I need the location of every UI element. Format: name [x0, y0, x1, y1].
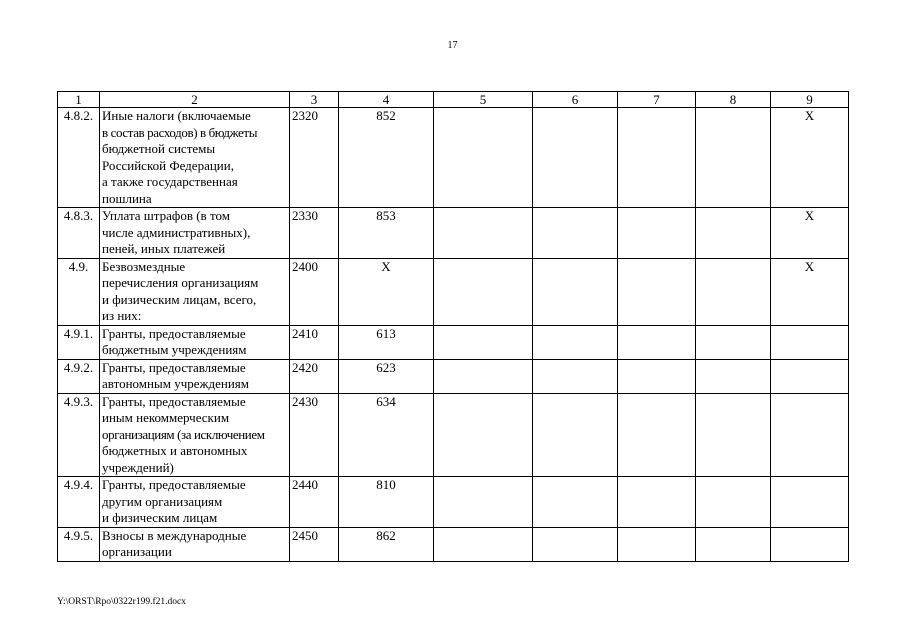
table-row — [58, 258, 849, 325]
row-code-cell: 2330 — [290, 208, 339, 259]
column-header: 4 — [339, 92, 434, 108]
value-cell-8 — [696, 325, 771, 359]
column-header: 1 — [58, 92, 100, 108]
value-cell-8 — [696, 393, 771, 477]
value-cell-7 — [618, 208, 696, 259]
row-number-cell: 4.9.4. — [58, 477, 100, 528]
kvr-code-cell: 613 — [339, 325, 434, 359]
row-name-cell — [100, 359, 290, 393]
value-cell-6 — [533, 258, 618, 325]
value-cell-5 — [434, 108, 533, 208]
table-body — [58, 92, 849, 562]
column-header: 8 — [696, 92, 771, 108]
value-cell-9: X — [771, 258, 849, 325]
row-name-line: Гранты, предоставляемые — [102, 393, 246, 409]
column-header: 9 — [771, 92, 849, 108]
kvr-code-cell: 810 — [339, 477, 434, 528]
value-cell-8 — [696, 477, 771, 528]
row-name-cell — [100, 208, 290, 259]
kvr-code-cell: 853 — [339, 208, 434, 259]
row-name-line: и физическим лицам — [102, 510, 218, 525]
value-cell-8 — [696, 527, 771, 561]
row-name-line: Уплата штрафов (в том — [102, 208, 230, 223]
table-row — [58, 108, 849, 208]
value-cell-8 — [696, 258, 771, 325]
row-name-line: а также государственная — [102, 174, 238, 189]
table-row — [58, 359, 849, 393]
value-cell-8 — [696, 208, 771, 259]
value-cell-5 — [434, 258, 533, 325]
kvr-code-cell: 623 — [339, 359, 434, 393]
kvr-code-cell: X — [339, 258, 434, 325]
row-code-cell: 2320 — [290, 108, 339, 208]
row-name-line: Взносы в международные — [102, 527, 247, 543]
row-name-line: Безвозмездные — [102, 258, 186, 274]
value-cell-6 — [533, 325, 618, 359]
value-cell-5 — [434, 477, 533, 528]
row-name-line: Иные налоги (включаемые — [102, 108, 251, 123]
row-name-line: пеней, иных платежей — [102, 241, 226, 256]
value-cell-7 — [618, 108, 696, 208]
row-name-line: и физическим лицам, всего, — [102, 291, 257, 307]
row-name-line: числе административных), — [102, 224, 251, 240]
value-cell-7 — [618, 477, 696, 528]
table-row — [58, 527, 849, 561]
value-cell-6 — [533, 393, 618, 477]
row-name-cell — [100, 527, 290, 561]
table-row — [58, 208, 849, 259]
row-name-cell — [100, 108, 290, 208]
row-name-line: Гранты, предоставляемые — [102, 359, 246, 375]
row-name-line: перечисления организациям — [102, 275, 259, 290]
column-header: 6 — [533, 92, 618, 108]
row-number-cell: 4.9.5. — [58, 527, 100, 561]
row-name-line: автономным учреждениям — [102, 376, 249, 391]
value-cell-7 — [618, 527, 696, 561]
row-name-line: организациям (за исключением — [102, 426, 265, 442]
row-name-line: Гранты, предоставляемые — [102, 325, 246, 341]
row-code-cell: 2410 — [290, 325, 339, 359]
value-cell-9 — [771, 477, 849, 528]
column-header: 3 — [290, 92, 339, 108]
value-cell-7 — [618, 325, 696, 359]
column-number-row — [58, 92, 849, 108]
row-number-cell: 4.8.2. — [58, 108, 100, 208]
column-header: 5 — [434, 92, 533, 108]
column-header: 7 — [618, 92, 696, 108]
value-cell-5 — [434, 393, 533, 477]
row-name-cell — [100, 393, 290, 477]
row-name-cell — [100, 258, 290, 325]
kvr-code-cell: 862 — [339, 527, 434, 561]
file-path-footer: Y:\ORST\Rpo\0322r199.f21.docx — [57, 597, 186, 607]
value-cell-8 — [696, 108, 771, 208]
row-name-line: учреждений) — [102, 459, 174, 475]
row-name-line: бюджетным учреждениям — [102, 342, 247, 357]
row-name-line: бюджетных и автономных — [102, 443, 248, 458]
row-name-line: иным некоммерческим — [102, 410, 230, 425]
value-cell-9 — [771, 325, 849, 359]
row-name-line: Гранты, предоставляемые — [102, 477, 246, 492]
row-code-cell: 2450 — [290, 527, 339, 561]
row-name-line: Российской Федерации, — [102, 157, 234, 173]
row-name-line: пошлина — [102, 190, 152, 206]
value-cell-7 — [618, 359, 696, 393]
row-name-line: другим организациям — [102, 493, 223, 509]
row-number-cell: 4.8.3. — [58, 208, 100, 259]
value-cell-5 — [434, 325, 533, 359]
row-number-cell: 4.9.2. — [58, 359, 100, 393]
row-number-cell: 4.9.3. — [58, 393, 100, 477]
table-row — [58, 325, 849, 359]
row-code-cell: 2420 — [290, 359, 339, 393]
value-cell-6 — [533, 359, 618, 393]
value-cell-7 — [618, 393, 696, 477]
value-cell-9 — [771, 393, 849, 477]
row-name-line: из них: — [102, 308, 142, 323]
page-number: 17 — [447, 40, 458, 51]
row-name-line: бюджетной системы — [102, 141, 216, 156]
table-row — [58, 393, 849, 477]
value-cell-5 — [434, 359, 533, 393]
column-header: 2 — [100, 92, 290, 108]
value-cell-8 — [696, 359, 771, 393]
value-cell-9 — [771, 359, 849, 393]
value-cell-5 — [434, 208, 533, 259]
expense-table — [57, 91, 849, 562]
value-cell-9: X — [771, 108, 849, 208]
value-cell-9 — [771, 527, 849, 561]
row-number-cell: 4.9.1. — [58, 325, 100, 359]
row-code-cell: 2430 — [290, 393, 339, 477]
value-cell-6 — [533, 477, 618, 528]
value-cell-7 — [618, 258, 696, 325]
table-row — [58, 477, 849, 528]
value-cell-9: X — [771, 208, 849, 259]
kvr-code-cell: 634 — [339, 393, 434, 477]
value-cell-6 — [533, 108, 618, 208]
row-name-cell — [100, 325, 290, 359]
row-name-line: в состав расходов) в бюджеты — [102, 124, 258, 140]
value-cell-6 — [533, 527, 618, 561]
row-number-cell: 4.9. — [58, 258, 100, 325]
row-name-cell — [100, 477, 290, 528]
value-cell-5 — [434, 527, 533, 561]
row-name-line: организации — [102, 544, 172, 559]
row-code-cell: 2440 — [290, 477, 339, 528]
row-code-cell: 2400 — [290, 258, 339, 325]
kvr-code-cell: 852 — [339, 108, 434, 208]
value-cell-6 — [533, 208, 618, 259]
